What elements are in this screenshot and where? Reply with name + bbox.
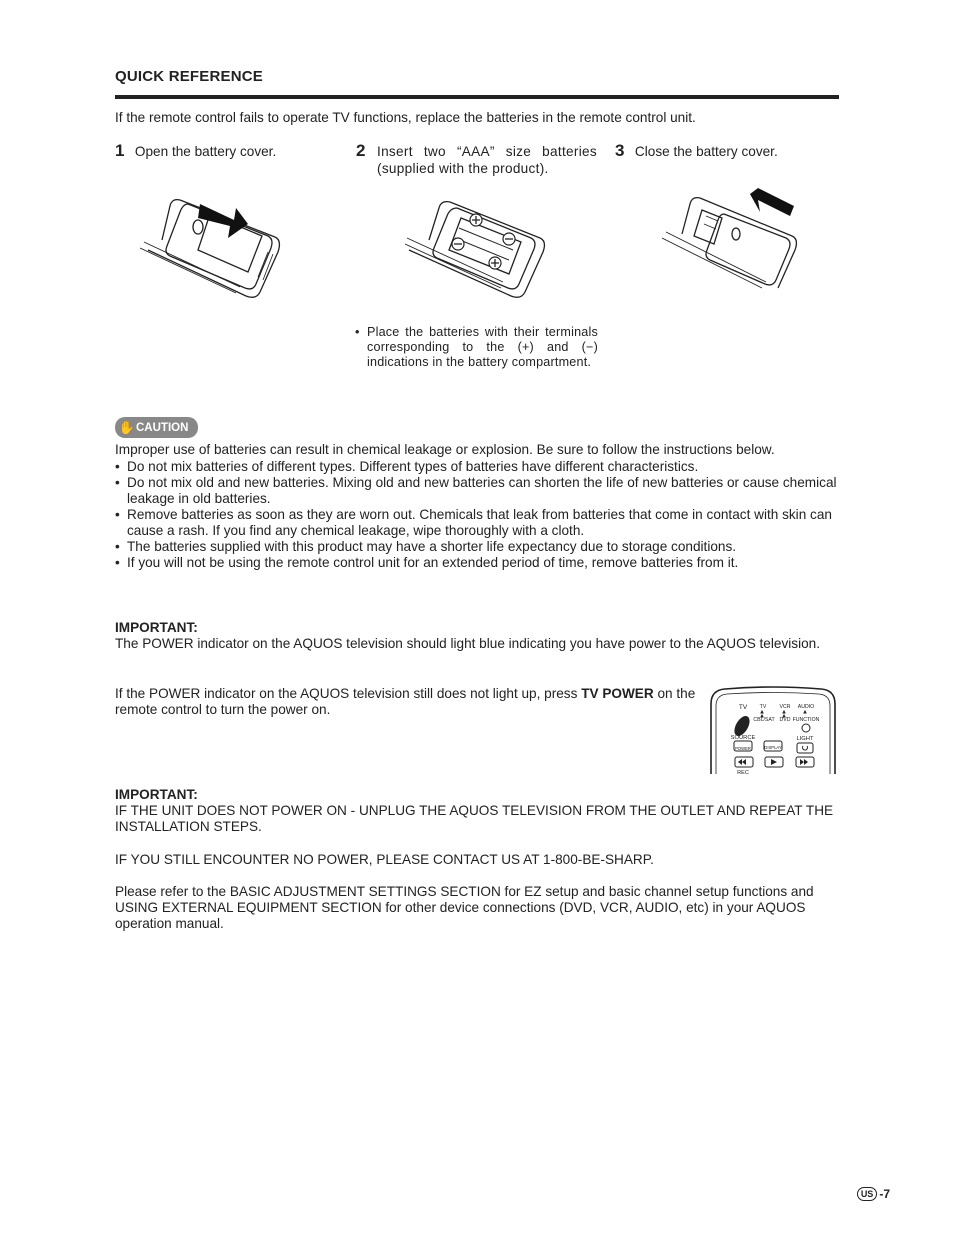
title-rule xyxy=(115,95,839,99)
refer-text: Please refer to the BASIC ADJUSTMENT SETTINGS SECTION for EZ setup and basic channel setup functions and USING EXTERNAL EQUIPMENT SECTION for other device connections (DVD, VCR, AUDIO, etc) in your AQUOS operation manual. xyxy=(115,884,814,931)
important-heading: IMPORTANT: xyxy=(115,620,198,635)
caution-item: • The batteries supplied with this product may have a shorter life expectancy due to storage conditions. xyxy=(115,539,737,554)
caution-badge xyxy=(115,417,198,438)
remote-label-function: FUNCTION xyxy=(792,717,820,723)
hand-stop-icon: ✋ xyxy=(118,419,136,435)
remote-control-illustration xyxy=(707,686,840,778)
intro-text: If the remote control fails to operate TV functions, replace the batteries in the remote control unit. xyxy=(115,110,696,125)
caution-label: CAUTION xyxy=(136,421,189,434)
caution-item: • If you will not be using the remote control unit for an extended period of time, remove batteries from it. xyxy=(115,555,739,570)
remote-label-cbl-sat: CBL/SAT xyxy=(753,717,775,723)
remote-label-source: SOURCE xyxy=(730,735,756,741)
page-number-value: -7 xyxy=(879,1187,890,1201)
caution-lead: Improper use of batteries can result in chemical leakage or explosion. Be sure to follow the instructions below. xyxy=(115,442,775,457)
remote-label-dvd: DVD xyxy=(779,717,791,723)
important-text-2: IF THE UNIT DOES NOT POWER ON - UNPLUG THE AQUOS TELEVISION FROM THE OUTLET AND REPEAT THE INSTALLATION STEPS. xyxy=(115,803,834,834)
battery-note: • Place the batteries with their terminals corresponding to the (+) and (−) indications in the battery compartment. xyxy=(355,325,598,369)
important-heading-2: IMPORTANT: xyxy=(115,787,198,802)
remote-label-light: LIGHT xyxy=(796,736,814,742)
step-2-text: Insert two “AAA” size batteries (supplied with the product). xyxy=(377,144,597,176)
caution-item: • Remove batteries as soon as they are worn out. Chemicals that leak from batteries that come in contact with skin can cause a rash. If you find any chemical leakage, wipe thoroughly with a cloth. xyxy=(115,507,832,538)
remote-label-audio: AUDIO xyxy=(797,704,815,710)
power-instruction: If the POWER indicator on the AQUOS television still does not light up, press TV POWER on the remote control to turn the power on. xyxy=(115,686,696,717)
remote-label-tv: TV xyxy=(738,704,748,711)
open-cover-illustration xyxy=(140,192,285,302)
insert-batteries-illustration xyxy=(405,196,550,302)
step-1 xyxy=(115,141,325,161)
caution-item: • Do not mix batteries of different types. Different types of batteries have different characteristics. xyxy=(115,459,699,474)
section-title: QUICK REFERENCE xyxy=(115,68,264,85)
region-badge: US xyxy=(857,1187,878,1201)
caution-item: • Do not mix old and new batteries. Mixing old and new batteries can shorten the life of new batteries or cause chemical leakage in old batteries. xyxy=(115,475,837,506)
step-text: Close the battery cover. xyxy=(634,144,778,159)
remote-label-power: POWER xyxy=(735,746,751,751)
page-number xyxy=(857,1187,890,1201)
important-text: The POWER indicator on the AQUOS television should light blue indicating you have power to the AQUOS television. xyxy=(115,636,820,651)
step-text: Open the battery cover. xyxy=(134,144,277,159)
step-number: 1 xyxy=(115,141,125,160)
close-cover-illustration xyxy=(662,188,802,293)
remote-label-rec: REC xyxy=(737,770,749,776)
remote-label-display: DISPLAY xyxy=(764,745,782,750)
remote-label-tv2: TV xyxy=(759,704,767,710)
step-2-number: 2 xyxy=(356,141,366,160)
contact-text: IF YOU STILL ENCOUNTER NO POWER, PLEASE CONTACT US AT 1-800-BE-SHARP. xyxy=(115,852,654,867)
remote-label-vcr: VCR xyxy=(779,704,791,710)
step-3 xyxy=(615,141,825,161)
step-number: 3 xyxy=(615,141,625,160)
